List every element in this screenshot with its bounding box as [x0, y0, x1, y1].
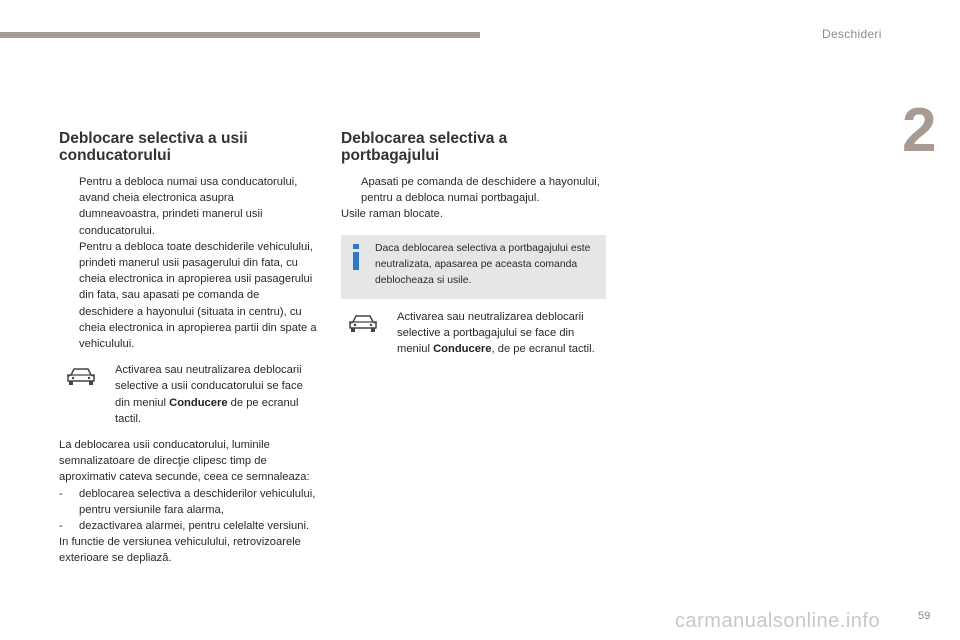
right-section-title: Deblocarea selectiva a portbagajului [341, 130, 508, 164]
watermark: carmanualsonline.info [675, 610, 881, 632]
car-icon [65, 366, 97, 388]
car-note-text: Activarea sau neutralizarea deblocarii selective a usii conducatorului se face din meniul Conducere de pe ecranul tactil. [115, 364, 303, 425]
car-note-text: Activarea sau neutralizarea deblocarii selective a portbagajului se face din meniul Conducere, de pe ecranul tactil. [397, 310, 595, 356]
menu-name: Conducere [433, 343, 492, 356]
right-column [341, 131, 606, 357]
info-box [341, 235, 606, 299]
page-number: 59 [918, 610, 931, 622]
info-text: Daca deblocarea selectiva a portbagajului este neutralizata, apasarea pe aceasta comanda deblocheaza si usile. [375, 242, 591, 286]
list-item: Pentru a debloca numai usa conducatorului, avand cheia electronica asupra dumneavoastra, prindeti manerul usii conducatorului. [79, 176, 298, 237]
paragraph: In functie de versiunea vehiculului, retrovizoarele exterioare se depliază. [59, 536, 301, 565]
left-column [59, 131, 317, 567]
menu-name: Conducere [169, 396, 228, 409]
left-section-title: Deblocare selectiva a usii conducatorului [59, 130, 248, 164]
list-item: - deblocarea selectiva a deschiderilor vehiculului, pentru versiunile fara alarma, [59, 487, 316, 516]
list-item: Apasati pe comanda de deschidere a hayonului, pentru a debloca numai portbagajul. [361, 176, 600, 205]
info-icon [352, 244, 360, 270]
paragraph: Usile raman blocate. [341, 208, 443, 221]
paragraph: La deblocarea usii conducatorului, luminile semnalizatoare de direcţie clipesc timp de aproximativ cateva secunde, ceea ce semnaleaza: [59, 439, 310, 484]
car-settings-note [59, 362, 317, 427]
header-accent-bar [0, 32, 480, 38]
chapter-number: 2 [902, 96, 937, 165]
chapter-title: Deschideri [822, 27, 882, 41]
car-settings-note [341, 309, 606, 358]
list-item: Pentru a debloca toate deschiderile vehiculului, prindeti manerul usii pasagerului din fata, cu cheia electronica in apropierea usii pasagerului din fata, sau apasati pe comanda de deschidere a hayonului (situata in centru), cu cheia electronica in apropierea partii din spate a vehiculului. [79, 240, 317, 351]
list-item: - dezactivarea alarmei, pentru celelalte versiuni. [59, 520, 310, 533]
car-icon [347, 313, 379, 335]
